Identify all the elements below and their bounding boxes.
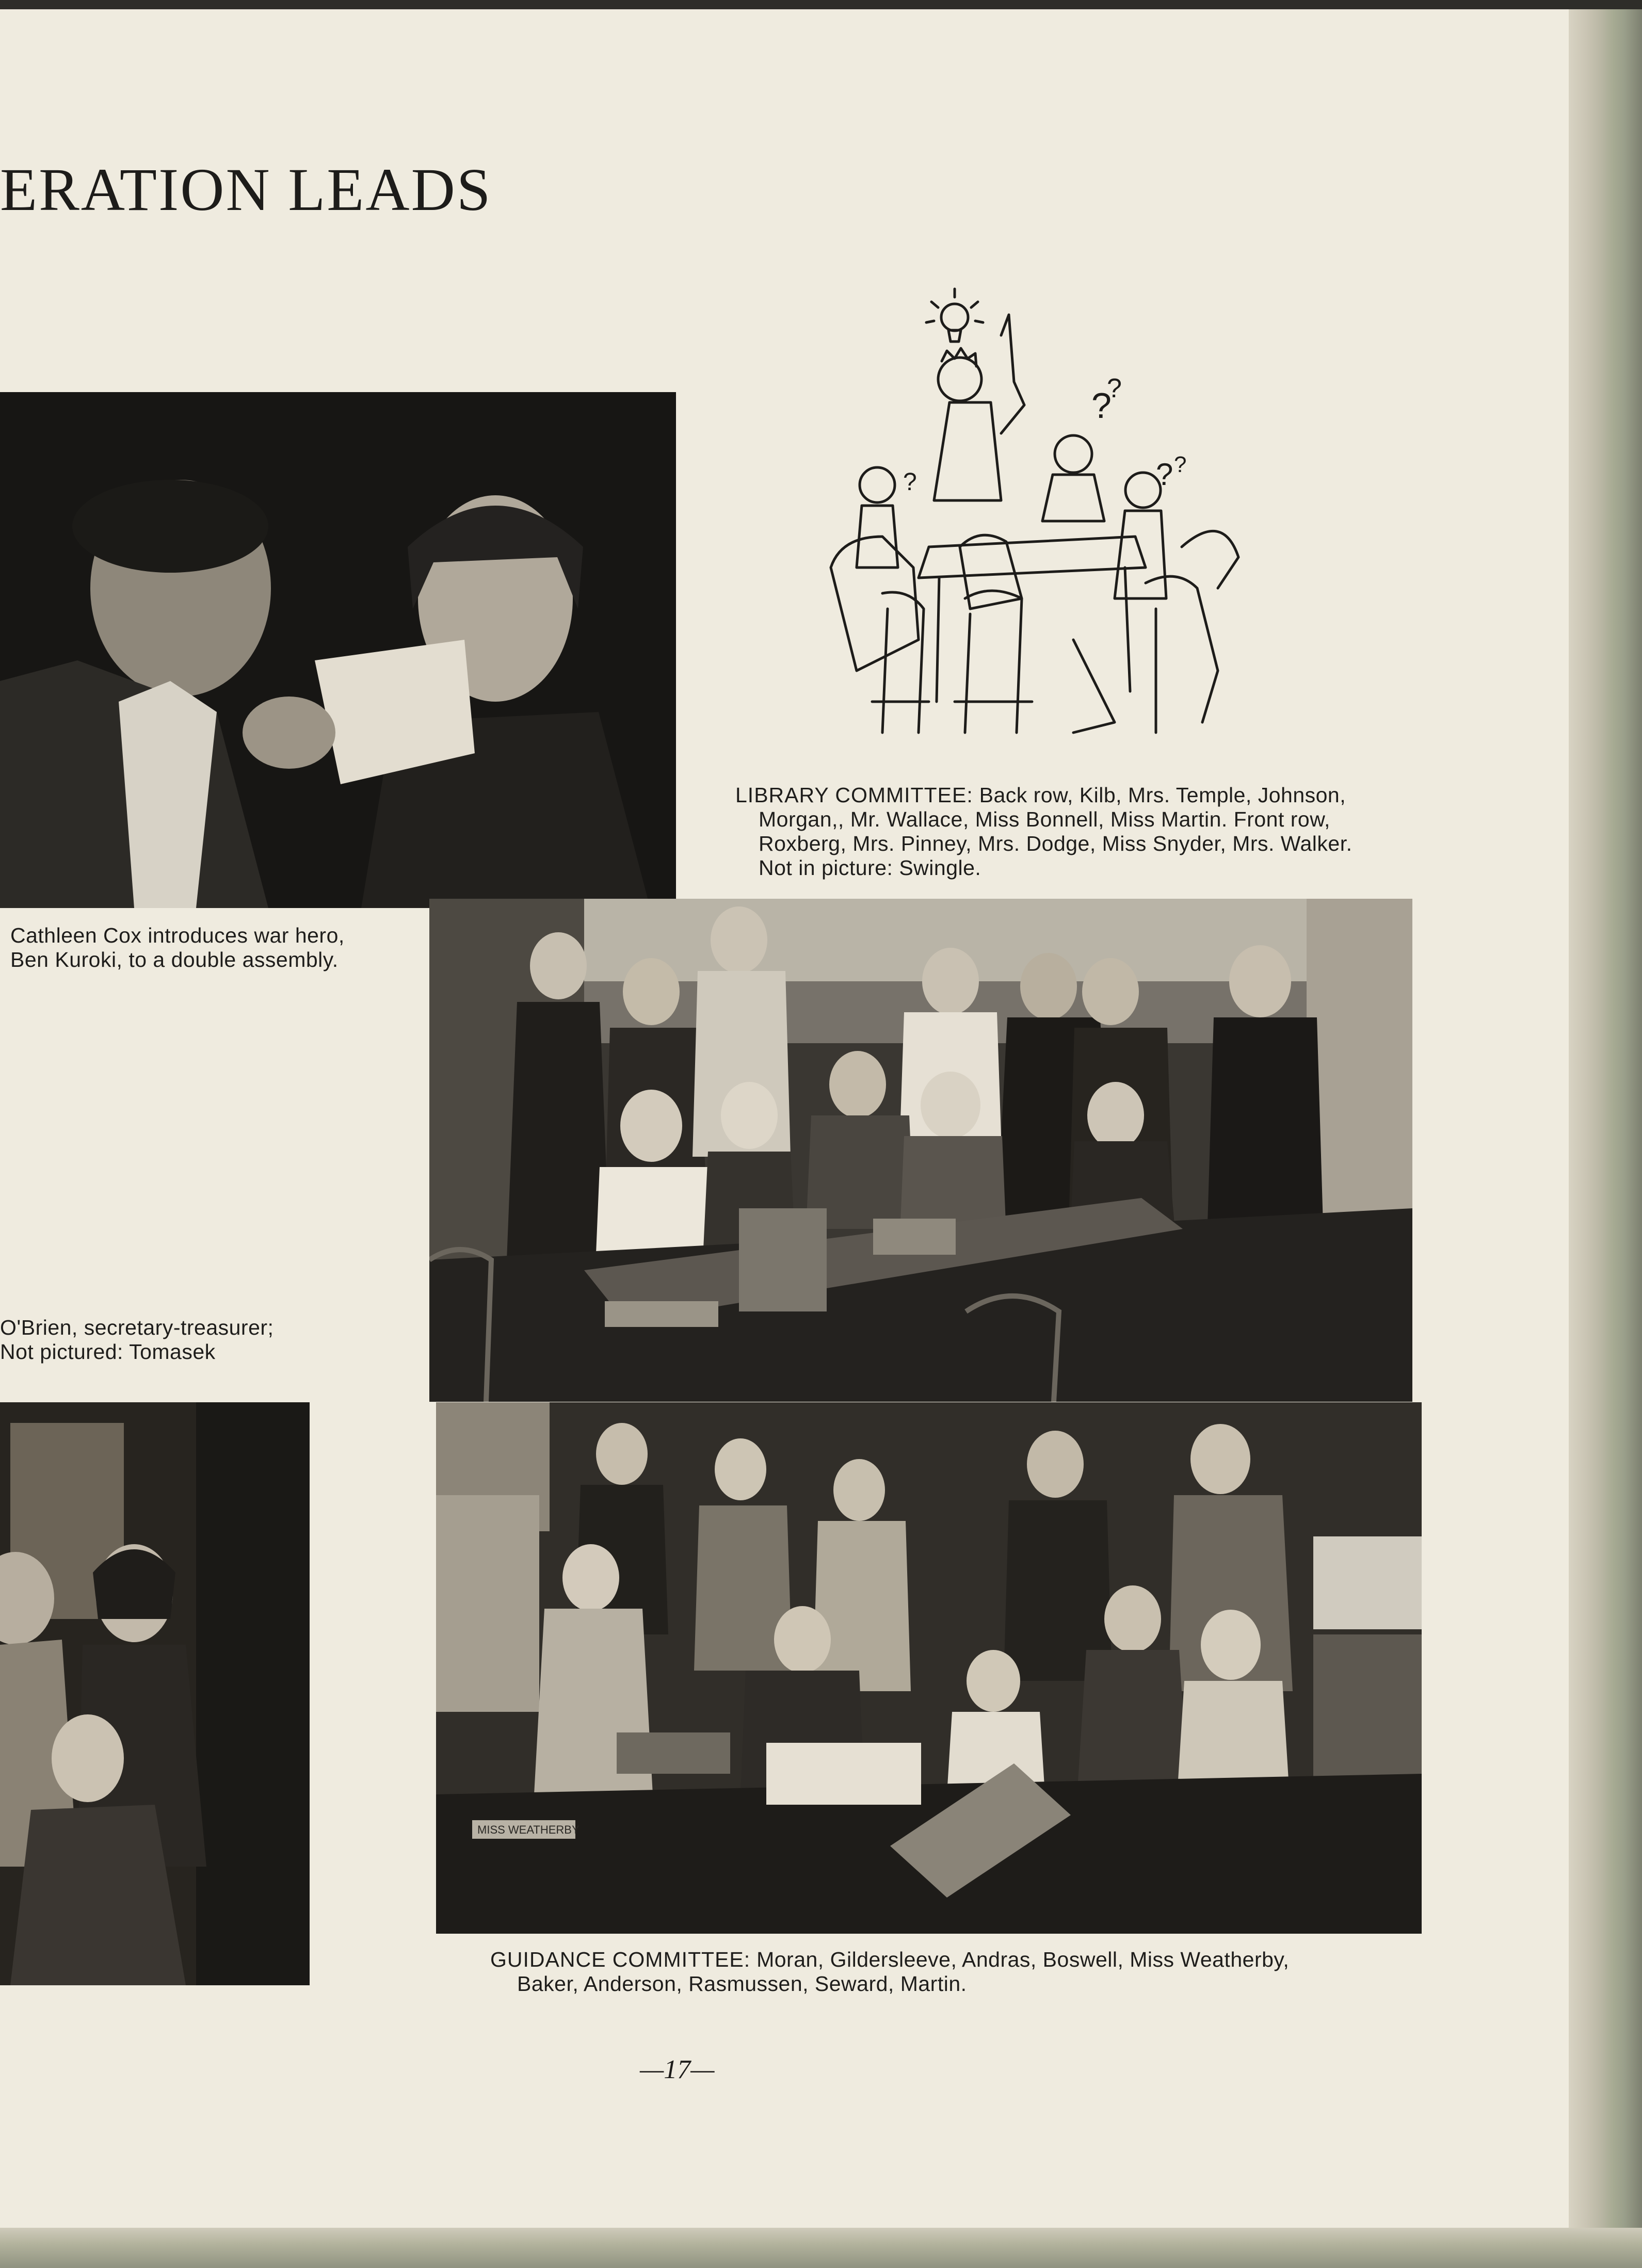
caption-kuroki-line: Cathleen Cox introduces war hero, <box>10 924 345 947</box>
caption-library-text: Back row, Kilb, Mrs. Temple, Johnson, <box>979 783 1346 807</box>
page-title: ERATION LEADS <box>0 156 492 223</box>
book-top-edge <box>0 0 1642 9</box>
committee-cartoon <box>826 279 1269 764</box>
caption-library-line: Roxberg, Mrs. Pinney, Mrs. Dodge, Miss Snyder, Mrs. Walker. <box>759 832 1353 855</box>
photo-guidance-committee <box>436 1402 1422 1934</box>
caption-guidance-lead: GUIDANCE COMMITTEE: <box>490 1948 751 1971</box>
caption-guidance-line-1 <box>490 1948 1289 1972</box>
caption-library-line-1 <box>735 783 1352 807</box>
desk-nameplate: MISS WEATHERBY <box>477 1823 579 1836</box>
caption-library-line: Not in picture: Swingle. <box>759 856 981 880</box>
book-fore-edge <box>1569 0 1642 2268</box>
svg-text:?: ? <box>1174 452 1187 477</box>
caption-officers-line: Not pictured: Tomasek <box>0 1340 216 1364</box>
caption-kuroki-line: Ben Kuroki, to a double assembly. <box>10 948 339 971</box>
caption-library-lead: LIBRARY COMMITTEE: <box>735 783 973 807</box>
book-bottom-edge <box>0 2228 1642 2268</box>
svg-text:?: ? <box>1107 374 1122 403</box>
caption-officers-line: O'Brien, secretary-treasurer; <box>0 1316 274 1339</box>
photo-library-committee <box>429 899 1412 1402</box>
photo-kuroki-assembly <box>0 392 676 908</box>
caption-kuroki <box>10 924 345 972</box>
caption-library <box>735 783 1352 880</box>
caption-guidance-line: Baker, Anderson, Rasmussen, Seward, Martin. <box>517 1972 967 1996</box>
caption-guidance-text: Moran, Gildersleeve, Andras, Boswell, Miss Weatherby, <box>756 1948 1290 1971</box>
svg-text:?: ? <box>1156 457 1173 492</box>
photo-student-group <box>0 1402 310 1985</box>
svg-text:?: ? <box>903 468 917 496</box>
caption-officers <box>0 1316 273 1364</box>
page-number: —17— <box>640 2055 715 2084</box>
caption-library-line: Morgan,, Mr. Wallace, Miss Bonnell, Miss Martin. Front row, <box>759 807 1330 831</box>
lightbulb-icon <box>926 289 983 342</box>
caption-guidance <box>490 1948 1289 1996</box>
svg-text:?: ? <box>1091 385 1112 426</box>
